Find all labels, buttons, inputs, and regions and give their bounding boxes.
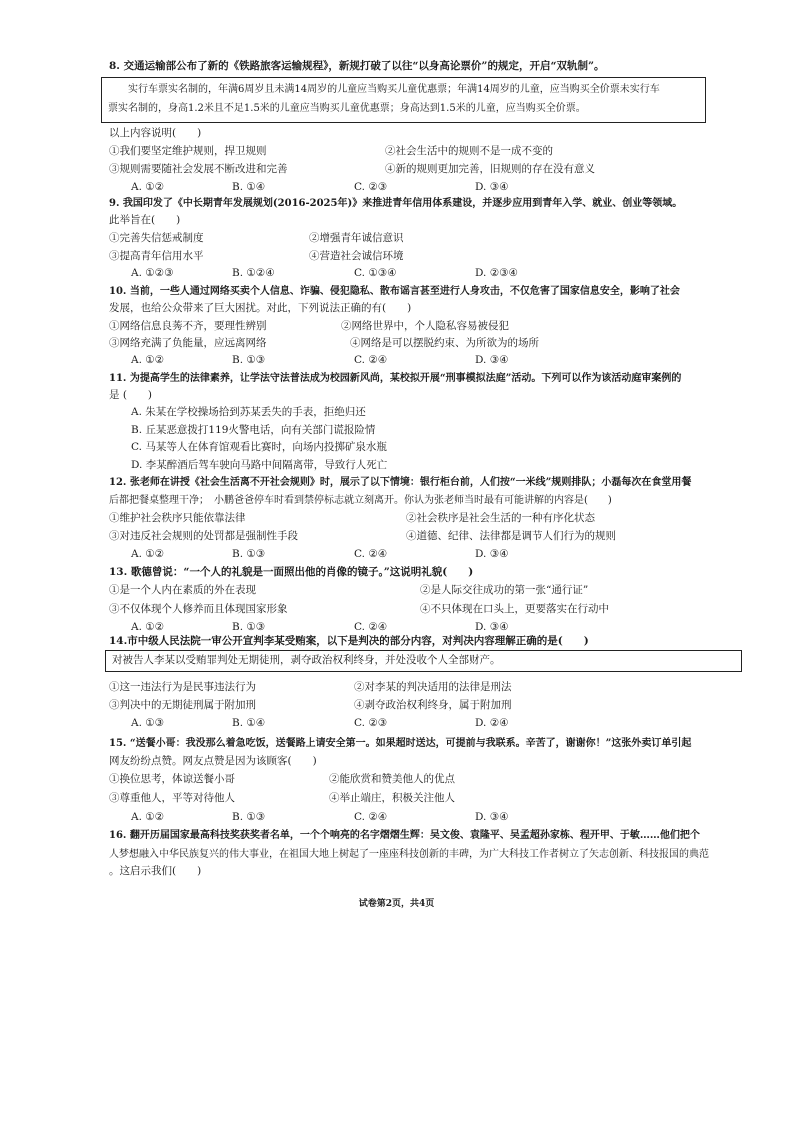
q13-choice-d: D. ③④ xyxy=(475,621,509,633)
q16-stem1: 16. 翻开历届国家最高科技奖获奖者名单，一个个响亮的名字熠熠生辉：吴文俊、袁隆平、吴孟超孙家栋、程开甲、于敏……他们把个 xyxy=(109,830,700,841)
q14-opt2: ②对李某的判决适用的法律是刑法 xyxy=(354,681,512,693)
q12-stem2: 后都把餐桌整理干净； 小鹏爸爸停车时看到禁停标志就立刻离开。你认为张老师当时最有可能讲解的内容是( ) xyxy=(109,495,612,506)
q10-opt2: ②网络世界中，个人隐私容易被侵犯 xyxy=(341,320,509,332)
q12-opt1: ①维护社会秩序只能依靠法律 xyxy=(109,512,246,524)
q12-choice-b: B. ①③ xyxy=(232,548,266,560)
q8-choice-a: A. ①② xyxy=(131,181,165,193)
q8-opt2: ②社会生活中的规则不是一成不变的 xyxy=(385,145,553,157)
q13-stem: 13. 歌德曾说：“一个人的礼貌是一面照出他的肖像的镜子。”这说明礼貌( ) xyxy=(109,566,474,578)
q11-stem2: 是 ( ) xyxy=(109,389,153,401)
q8-box-line1: 实行车票实名制的，年满6周岁且未满14周岁的儿童应当购买儿童优惠票；年满14周岁的儿童，应当购买全价票未实行车 xyxy=(128,84,660,95)
q14-box-text: 对被告人李某以受贿罪判处无期徒刑，剥夺政治权利终身，并处没收个人全部财产。 xyxy=(112,654,501,666)
q11-opt-c: C. 马某等人在体育馆观看比赛时，向场内投掷矿泉水瓶 xyxy=(131,441,387,453)
q8-choice-d: D. ③④ xyxy=(475,181,509,193)
q14-choice-b: B. ①④ xyxy=(232,717,266,729)
q9-stem1: 9. 我国印发了《中长期青年发展规划(2016-2025年)》来推进青年信用体系建设，并逐步应用到青年入学、就业、创业等领域。 xyxy=(109,198,683,209)
q10-choice-a: A. ①② xyxy=(131,354,165,366)
q13-choice-b: B. ①③ xyxy=(232,621,266,633)
q8-choice-c: C. ②③ xyxy=(354,181,388,193)
q12-opt4: ④道德、纪律、法律都是调节人们行为的规则 xyxy=(406,530,616,542)
q9-opt3: ③提高青年信用水平 xyxy=(109,250,204,262)
q13-opt4: ④不只体现在口头上，更要落实在行动中 xyxy=(420,603,609,615)
q15-opt2: ②能欣赏和赞美他人的优点 xyxy=(329,773,455,785)
q14-choice-a: A. ①③ xyxy=(131,717,165,729)
q15-stem1: 15. “送餐小哥：我没那么着急吃饭，送餐路上请安全第一。如果超时送达，可提前与我联系。辛苦了，谢谢你！”这张外卖订单引起 xyxy=(109,738,692,749)
q13-opt2: ②是人际交往成功的第一张“通行证” xyxy=(420,584,589,596)
q12-opt3: ③对违反社会规则的处罚都是强制性手段 xyxy=(109,530,298,542)
q14-opt3: ③判决中的无期徒刑属于附加刑 xyxy=(109,699,256,711)
q8-opt3: ③规则需要随社会发展不断改进和完善 xyxy=(109,163,288,175)
q15-opt1: ①换位思考，体谅送餐小哥 xyxy=(109,773,235,785)
q9-choice-a: A. ①②③ xyxy=(131,267,174,279)
q12-choice-d: D. ③④ xyxy=(475,548,509,560)
q8-quote-box xyxy=(101,77,706,123)
q12-choice-a: A. ①② xyxy=(131,548,165,560)
q9-opt1: ①完善失信惩戒制度 xyxy=(109,232,204,244)
q9-choice-d: D. ②③④ xyxy=(475,267,518,279)
q8-opt4: ④新的规则更加完善，旧规则的存在没有意义 xyxy=(385,163,595,175)
q8-ask: 以上内容说明( ) xyxy=(109,127,202,139)
q10-stem1: 10. 当前，一些人通过网络买卖个人信息、诈骗、侵犯隐私、散布谣言甚至进行人身攻击，不仅危害了国家信息安全，影响了社会 xyxy=(109,286,680,297)
q15-choice-b: B. ①③ xyxy=(232,811,266,823)
page-footer: 试卷第2页，共4页 xyxy=(358,899,435,909)
q15-stem2: 网友纷纷点赞。网友点赞是因为该顾客( ) xyxy=(109,755,317,767)
q11-opt-d: D. 李某醉酒后驾车驶向马路中间隔离带，导致行人死亡 xyxy=(131,459,388,471)
q9-stem2: 此举旨在( ) xyxy=(109,214,181,226)
q13-opt3: ③不仅体现个人修养而且体现国家形象 xyxy=(109,603,288,615)
q14-opt1: ①这一违法行为是民事违法行为 xyxy=(109,681,256,693)
q11-opt-a: A. 朱某在学校操场拾到苏某丢失的手表，拒绝归还 xyxy=(131,406,366,418)
q14-choice-d: D. ②④ xyxy=(475,717,509,729)
q10-choice-d: D. ③④ xyxy=(475,354,509,366)
q10-choice-c: C. ②④ xyxy=(354,354,388,366)
q11-stem1: 11. 为提高学生的法律素养，让学法守法普法成为校园新风尚，某校拟开展“刑事模拟法庭”活动。下列可以作为该活动庭审案例的 xyxy=(109,373,682,384)
q14-stem: 14.市中级人民法院一审公开宣判李某受贿案，以下是判决的部分内容，对判决内容理解正确的是( ) xyxy=(109,635,589,647)
q15-opt3: ③尊重他人，平等对待他人 xyxy=(109,792,235,804)
q13-choice-c: C. ②④ xyxy=(354,621,388,633)
q8-opt1: ①我们要坚定维护规则，捍卫规则 xyxy=(109,145,267,157)
q10-opt1: ①网络信息良莠不齐，要理性辨别 xyxy=(109,320,267,332)
q8-stem: 8. 交通运输部公布了新的《铁路旅客运输规程》，新规打破了以往“以身高论票价”的规定，开启“双轨制”。 xyxy=(109,60,605,72)
q15-choice-d: D. ③④ xyxy=(475,811,509,823)
q8-box-line2: 票实名制的，身高1.2米且不足1.5米的儿童应当购买儿童优惠票；身高达到1.5米的儿童，应当购买全价票。 xyxy=(108,103,586,114)
q12-choice-c: C. ②④ xyxy=(354,548,388,560)
q13-opt1: ①是一个人内在素质的外在表现 xyxy=(109,584,256,596)
q12-opt2: ②社会秩序是社会生活的一种有序化状态 xyxy=(406,512,595,524)
q10-choice-b: B. ①③ xyxy=(232,354,266,366)
q12-stem1: 12. 张老师在讲授《社会生活离不开社会规则》时，展示了以下情境：银行柜台前，人们按“一米线”规则排队；小磊每次在食堂用餐 xyxy=(109,477,692,488)
q9-opt4: ④营造社会诚信环境 xyxy=(309,250,404,262)
q14-quote-box xyxy=(105,650,742,672)
q9-choice-b: B. ①②④ xyxy=(232,267,275,279)
q15-choice-c: C. ②④ xyxy=(354,811,388,823)
q15-choice-a: A. ①② xyxy=(131,811,165,823)
q8-choice-b: B. ①④ xyxy=(232,181,266,193)
q16-stem2: 人梦想融入中华民族复兴的伟大事业，在祖国大地上树起了一座座科技创新的丰碑，为广大科技工作者树立了矢志创新、科技报国的典范 xyxy=(109,849,709,860)
q16-stem3: 。这启示我们( ) xyxy=(109,865,202,877)
q10-opt4: ④网络是可以摆脱约束、为所欲为的场所 xyxy=(350,337,539,349)
q14-choice-c: C. ②③ xyxy=(354,717,388,729)
q10-opt3: ③网络充满了负能量，应远离网络 xyxy=(109,337,267,349)
q11-opt-b: B. 丘某恶意拨打119火警电话，向有关部门谎报险情 xyxy=(131,424,376,436)
q14-opt4: ④剥夺政治权利终身，属于附加刑 xyxy=(354,699,512,711)
q10-stem2: 发展，也给公众带来了巨大困扰。对此，下列说法正确的有( ) xyxy=(109,302,412,314)
q9-opt2: ②增强青年诚信意识 xyxy=(309,232,404,244)
q13-choice-a: A. ①② xyxy=(131,621,165,633)
q9-choice-c: C. ①③④ xyxy=(354,267,397,279)
q15-opt4: ④举止端庄，积极关注他人 xyxy=(329,792,455,804)
